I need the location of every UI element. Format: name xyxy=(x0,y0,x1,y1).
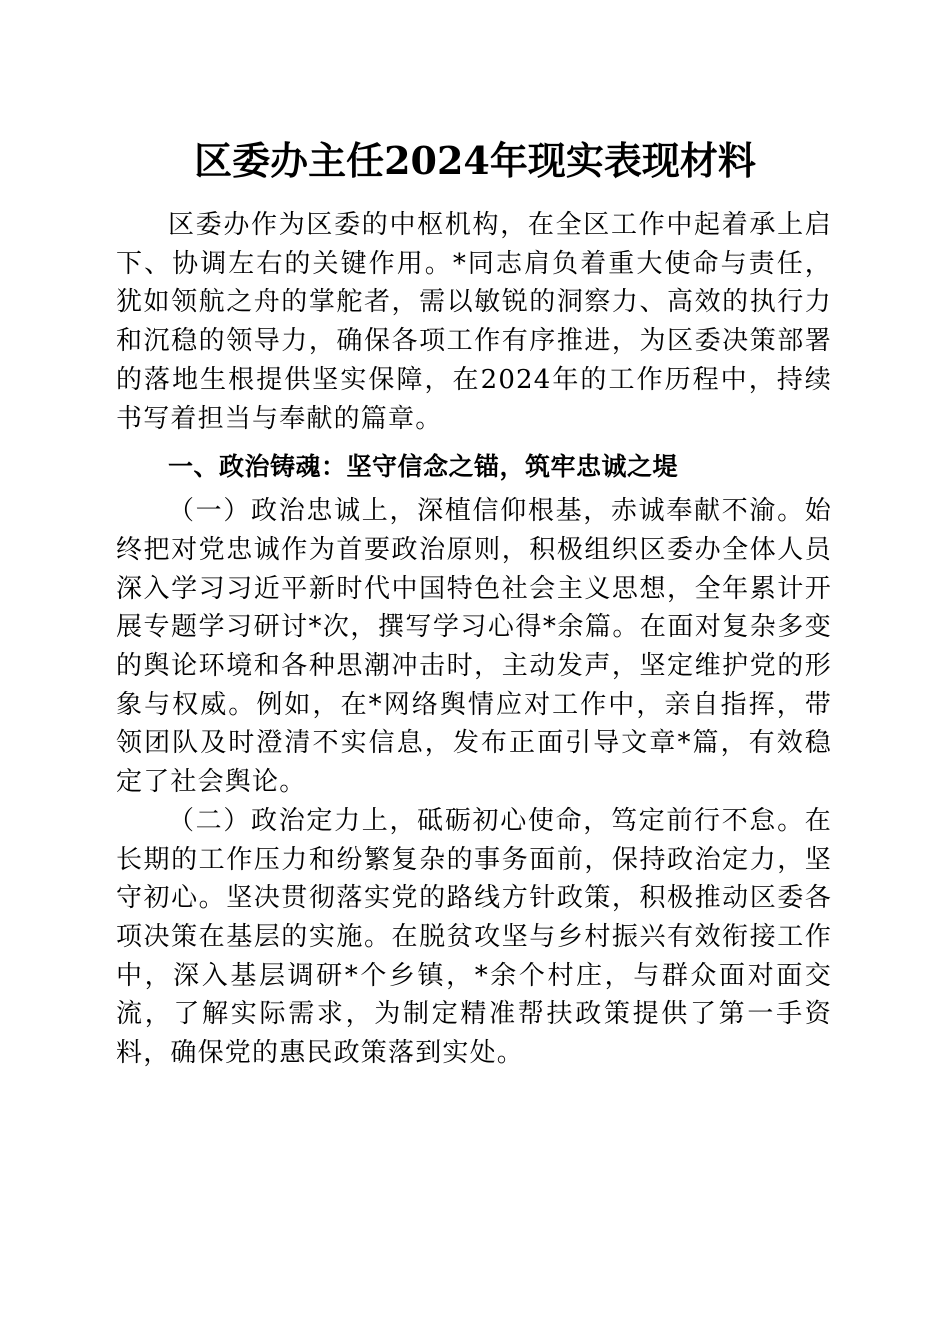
section-1-paragraph-2: （二）政治定力上，砥砺初心使命，笃定前行不怠。在长期的工作压力和纷繁复杂的事务面前，保持政治定力，坚守初心。坚决贯彻落实党的路线方针政策，积极推动区委各项决策在基层的实施。在脱贫攻坚与乡村振兴有效衔接工作中，深入基层调研*个乡镇，*余个村庄，与群众面对面交流，了解实际需求，为制定精准帮扶政策提供了第一手资料，确保党的惠民政策落到实处。 xyxy=(116,805,832,1069)
document-body xyxy=(116,206,832,1073)
document-title: 区委办主任2024年现实表现材料 xyxy=(194,138,756,183)
intro-paragraph: 区委办作为区委的中枢机构，在全区工作中起着承上启下、协调左右的关键作用。*同志肩负着重大使命与责任，犹如领航之舟的掌舵者，需以敏锐的洞察力、高效的执行力和沉稳的领导力，确保各项工作有序推进，为区委决策部署的落地生根提供坚实保障，在2024年的工作历程中，持续书写着担当与奉献的篇章。 xyxy=(116,210,832,434)
section-1-paragraph-1: （一）政治忠诚上，深植信仰根基，赤诚奉献不渝。始终把对党忠诚作为首要政治原则，积极组织区委办全体人员深入学习习近平新时代中国特色社会主义思想，全年累计开展专题学习研讨*次，撰写学习心得*余篇。在面对复杂多变的舆论环境和各种思潮冲击时，主动发声，坚定维护党的形象与权威。例如，在*网络舆情应对工作中，亲自指挥，带领团队及时澄清不实信息，发布正面引导文章*篇，有效稳定了社会舆论。 xyxy=(116,496,832,798)
section-1-heading: 一、政治铸魂：坚守信念之锚，筑牢忠诚之堤 xyxy=(168,452,679,482)
